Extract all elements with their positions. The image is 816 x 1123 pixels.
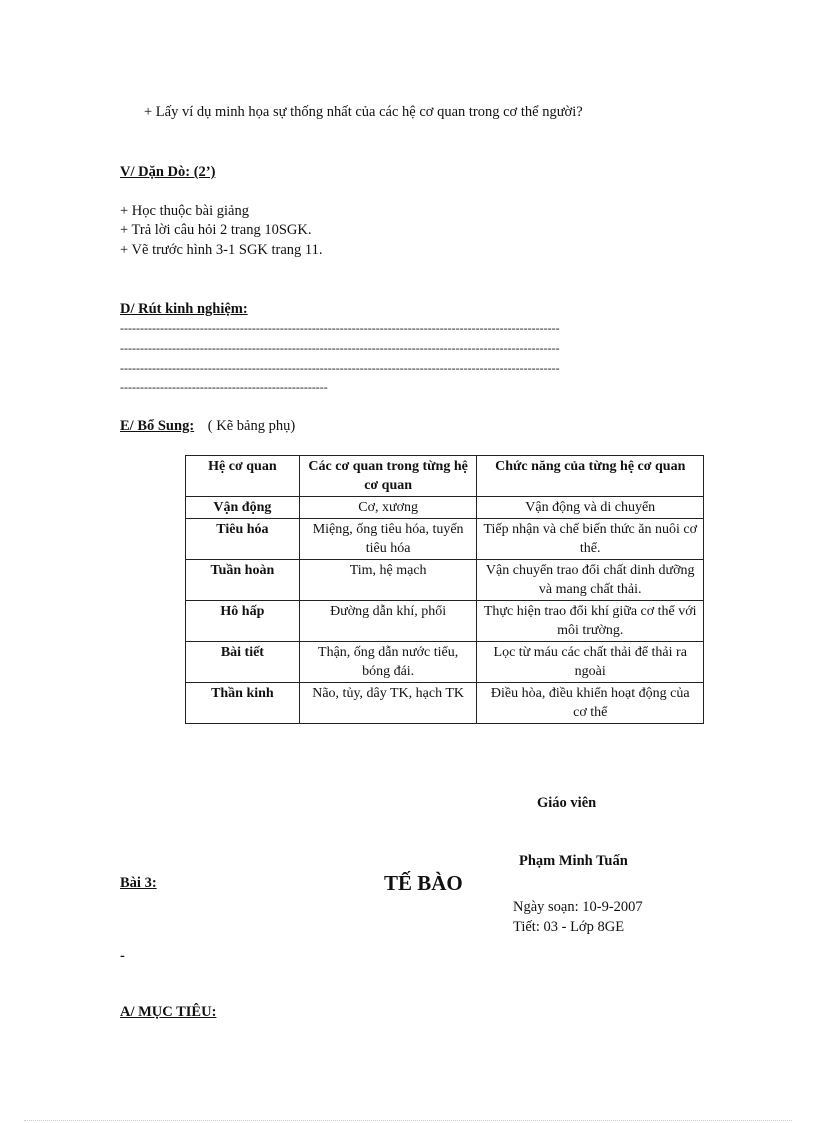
table-cell-system: Bài tiết <box>186 642 300 683</box>
lesson-title: TẾ BÀO <box>384 871 463 895</box>
table-cell-organs: Thận, ống dẫn nước tiểu, bóng đái. <box>299 642 477 683</box>
table-cell-function: Lọc từ máu các chất thải để thải ra ngoài <box>477 642 704 683</box>
question-line: + Lấy ví dụ minh họa sự thống nhất của các hệ cơ quan trong cơ thể người? <box>144 104 583 120</box>
lesson-dash-mark: - <box>120 948 125 964</box>
section-a-heading: A/ MỤC TIÊU: <box>120 1004 217 1020</box>
table-cell-organs: Não, tủy, dây TK, hạch TK <box>299 683 477 724</box>
dash-line-3: -------------------------------------------------------------------------------------------------------------- <box>120 361 560 375</box>
section-e-note: ( Kẽ bảng phụ) <box>207 418 296 434</box>
table-cell-system: Vận động <box>186 497 300 519</box>
organ-systems-table <box>185 455 704 724</box>
section-e-line <box>120 418 295 435</box>
lesson-date: Ngày soạn: 10-9-2007 <box>513 899 643 915</box>
section-d-heading: D/ Rút kinh nghiệm: <box>120 301 248 317</box>
table-cell-organs: Tim, hệ mạch <box>299 560 477 601</box>
section-e-heading: E/ Bổ Sung: <box>120 418 195 434</box>
table-cell-organs: Cơ, xương <box>299 497 477 519</box>
section-v-heading: V/ Dặn Dò: (2’) <box>120 164 216 180</box>
table-row <box>186 683 704 724</box>
table-cell-system: Hô hấp <box>186 601 300 642</box>
dash-line-2: -------------------------------------------------------------------------------------------------------------- <box>120 341 560 355</box>
table-cell-system: Tuần hoàn <box>186 560 300 601</box>
table-header-function: Chức năng của từng hệ cơ quan <box>477 456 704 497</box>
table-cell-organs: Đường dẫn khí, phổi <box>299 601 477 642</box>
lesson-number: Bài 3: <box>120 875 157 891</box>
table-row <box>186 519 704 560</box>
dash-line-1: -------------------------------------------------------------------------------------------------------------- <box>120 321 560 335</box>
table-cell-organs: Miệng, ống tiêu hóa, tuyến tiêu hóa <box>299 519 477 560</box>
section-v-item-2: + Trả lời câu hỏi 2 trang 10SGK. <box>120 222 312 238</box>
table-row <box>186 642 704 683</box>
table-cell-function: Thực hiện trao đổi khí giữa cơ thể với môi trường. <box>477 601 704 642</box>
table-row <box>186 560 704 601</box>
lesson-period: Tiết: 03 - Lớp 8GE <box>513 919 625 935</box>
table-header-system: Hệ cơ quan <box>186 456 300 497</box>
table-cell-function: Vận động và di chuyển <box>477 497 704 519</box>
table-cell-function: Vận chuyển trao đổi chất dinh dưỡng và mang chất thải. <box>477 560 704 601</box>
dash-line-4: ---------------------------------------------------- <box>120 380 328 394</box>
table-cell-function: Điều hòa, điều khiển hoạt động của cơ thể <box>477 683 704 724</box>
page-bottom-border <box>24 1120 792 1121</box>
table-row <box>186 601 704 642</box>
table-header-row <box>186 456 704 497</box>
table-cell-function: Tiếp nhận và chế biến thức ăn nuôi cơ thể. <box>477 519 704 560</box>
table-cell-system: Tiêu hóa <box>186 519 300 560</box>
section-v-item-3: + Vẽ trước hình 3-1 SGK trang 11. <box>120 242 323 258</box>
table-header-organs: Các cơ quan trong từng hệ cơ quan <box>299 456 477 497</box>
section-v-item-1: + Học thuộc bài giảng <box>120 203 249 219</box>
table-cell-system: Thần kinh <box>186 683 300 724</box>
signature-role: Giáo viên <box>537 795 597 811</box>
table-row <box>186 497 704 519</box>
signature-name: Phạm Minh Tuấn <box>519 853 628 869</box>
